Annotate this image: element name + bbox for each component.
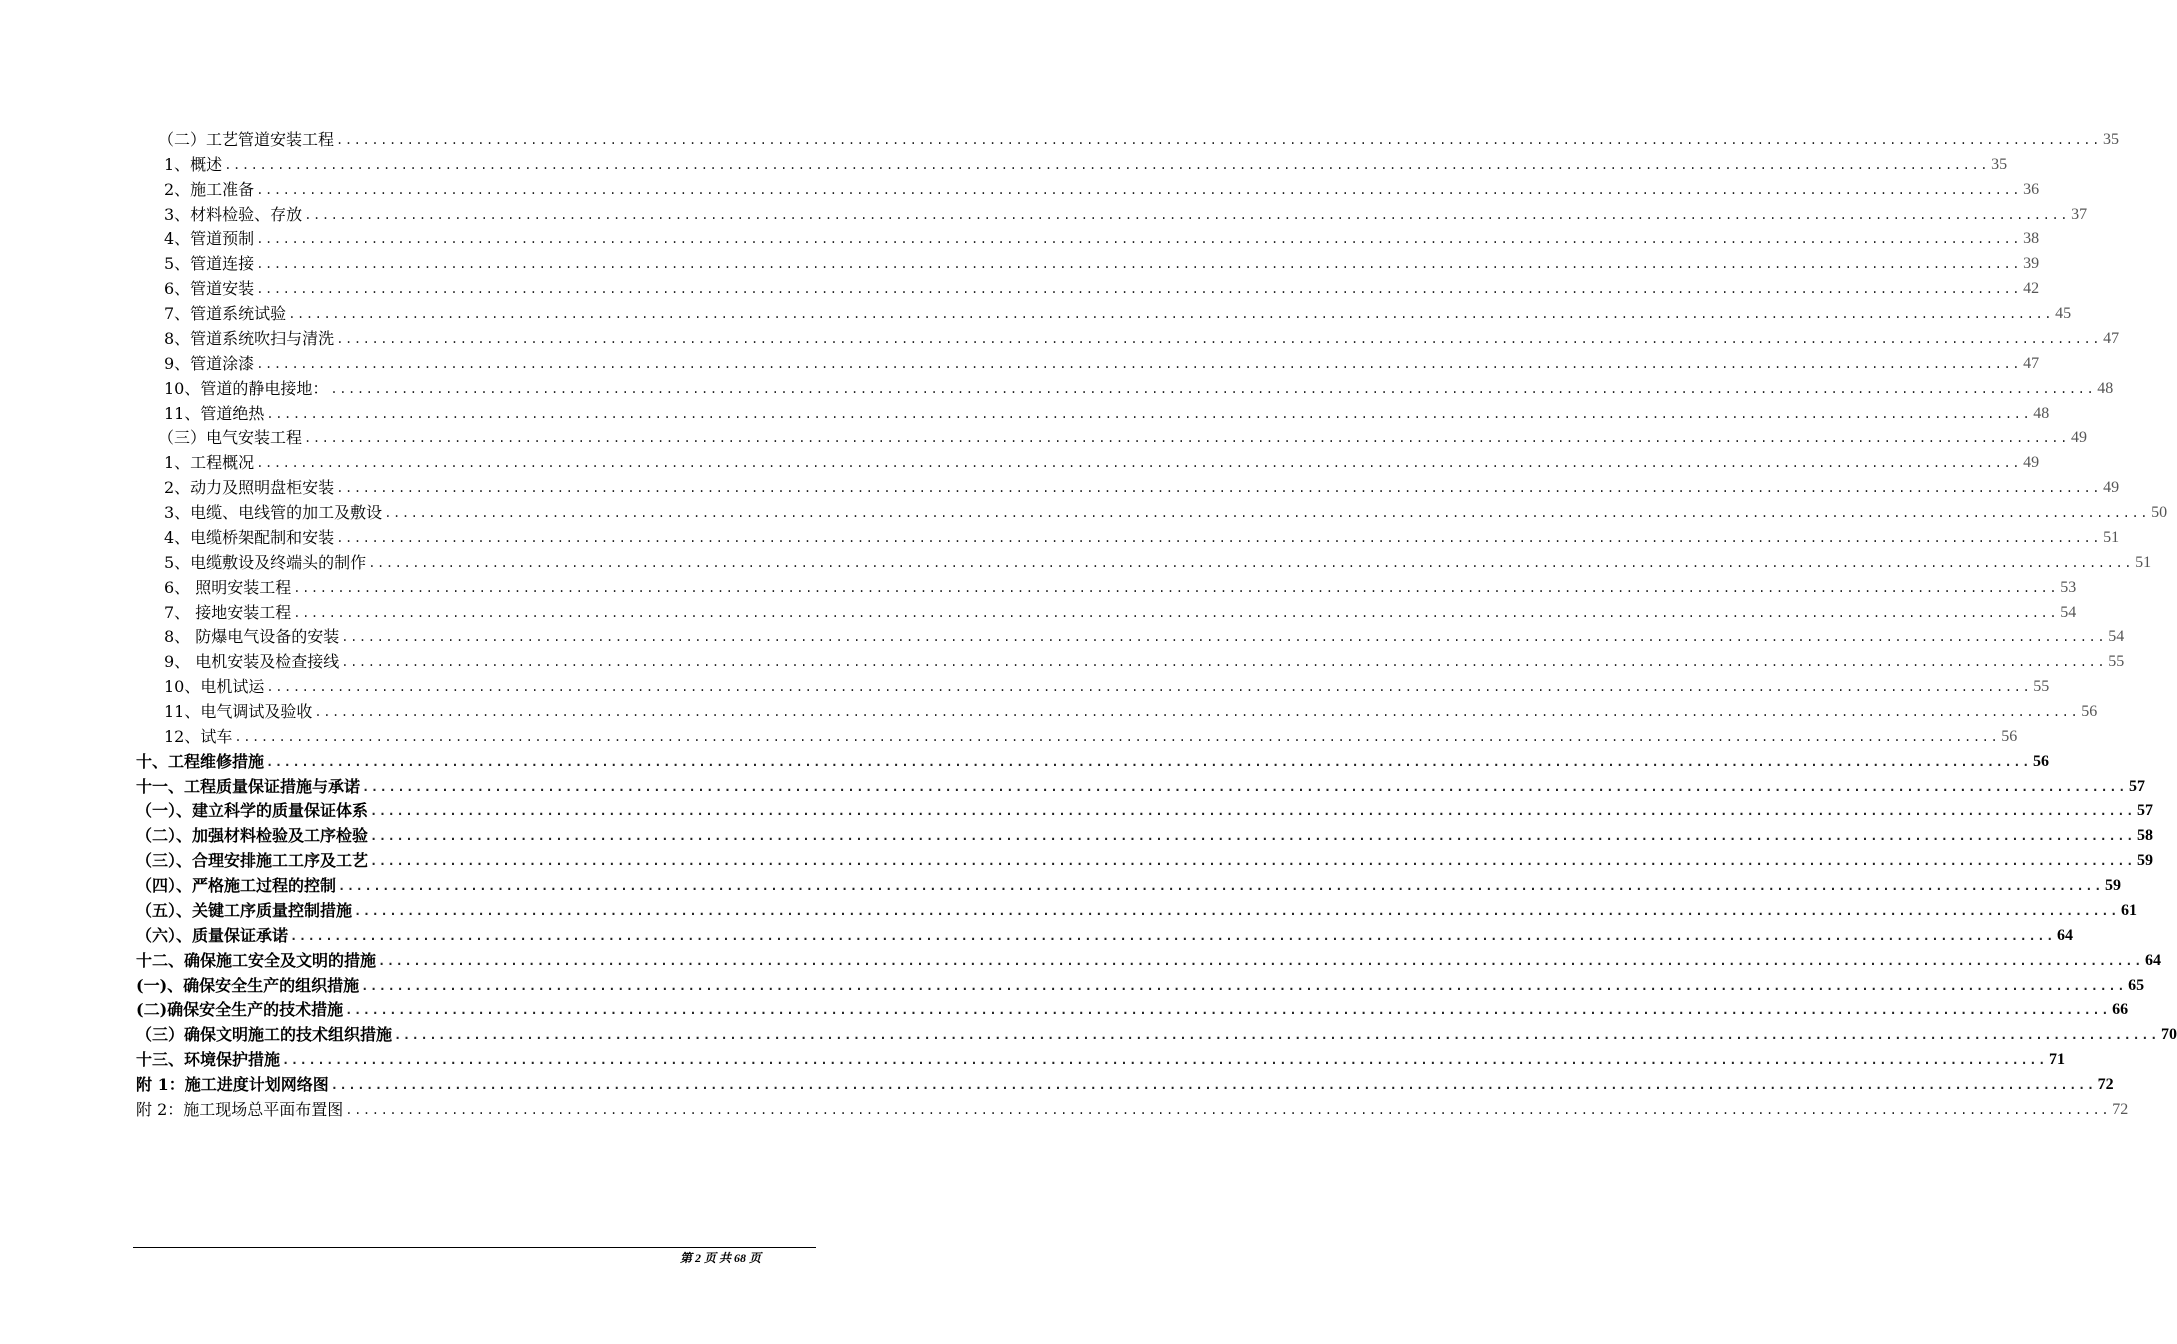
toc-entry-title: (一)、确保安全生产的组织措施	[136, 975, 360, 995]
toc-leader-dots: ........................................................................................................................................................................................................	[378, 953, 2143, 968]
toc-entry-page: 72	[2112, 1100, 2129, 1118]
toc-entry-title: 10、电机试运	[164, 677, 265, 697]
toc-entry[interactable]	[164, 249, 2040, 274]
toc-entry[interactable]	[164, 150, 2008, 175]
toc-entry-title: （二）工艺管道安装工程	[158, 130, 335, 149]
toc-entry[interactable]	[136, 995, 2129, 1020]
toc-entry[interactable]	[164, 573, 2077, 598]
toc-entry-title: 10、管道的静电接地：	[164, 378, 329, 398]
toc-leader-dots: ........................................................................................................................................................................................................	[288, 307, 2054, 322]
toc-entry[interactable]	[164, 175, 2040, 200]
toc-entry[interactable]	[136, 1020, 2177, 1045]
toc-entry-page: 56	[2001, 727, 2018, 745]
toc-entry-page: 49	[2070, 429, 2087, 447]
toc-entry-page: 35	[1991, 155, 2008, 173]
toc-entry-page: 47	[2023, 354, 2040, 372]
toc-entry-page: 59	[2104, 877, 2121, 895]
toc-entry-page: 35	[2102, 131, 2119, 148]
toc-entry-title: 11、管道绝热	[164, 403, 265, 423]
toc-leader-dots: ........................................................................................................................................................................................................	[330, 381, 2096, 396]
toc-entry-title: 附 2：施工现场总平面布置图	[136, 1099, 344, 1119]
toc-entry-page: 58	[2136, 827, 2153, 845]
toc-entry-title: （五）、关键工序质量控制措施	[136, 900, 353, 920]
toc-entry[interactable]	[136, 896, 2137, 921]
toc-entry[interactable]	[136, 1045, 2065, 1070]
toc-entry-page: 71	[2048, 1051, 2065, 1069]
toc-entry[interactable]	[136, 846, 2153, 871]
toc-leader-dots: ........................................................................................................................................................................................................	[336, 481, 2102, 496]
toc-leader-dots: ........................................................................................................................................................................................................	[256, 257, 2022, 272]
toc-leader-dots: ........................................................................................................................................................................................................	[256, 282, 2022, 297]
toc-leader-dots: ........................................................................................................................................................................................................	[341, 655, 2107, 670]
toc-entry-title: 十一、工程质量保证措施与承诺	[136, 776, 361, 796]
toc-entry-page: 59	[2136, 852, 2153, 870]
toc-entry-title: 6、 照明安装工程	[164, 577, 292, 597]
toc-entry[interactable]	[164, 374, 2114, 399]
toc-entry-title: （四）、严格施工过程的控制	[136, 876, 337, 896]
toc-leader-dots: ........................................................................................................................................................................................................	[266, 680, 2032, 695]
toc-entry-title: 十、工程维修措施	[136, 751, 265, 771]
toc-leader-dots: ........................................................................................................................................................................................................	[293, 580, 2059, 595]
toc-entry[interactable]	[164, 200, 2088, 225]
toc-leader-dots: ........................................................................................................................................................................................................	[290, 928, 2055, 943]
toc-entry-title: 12、试车	[164, 726, 233, 746]
toc-leader-dots: ........................................................................................................................................................................................................	[370, 829, 2135, 844]
toc-entry-page: 47	[2103, 329, 2120, 347]
toc-entry[interactable]	[158, 423, 2087, 448]
toc-entry-page: 42	[2023, 280, 2040, 298]
toc-entry-title: 十二、确保施工安全及文明的措施	[136, 950, 377, 970]
toc-entry-page: 48	[2097, 379, 2114, 397]
toc-leader-dots: ........................................................................................................................................................................................................	[304, 207, 2070, 222]
toc-entry[interactable]	[164, 274, 2040, 299]
toc-leader-dots: ........................................................................................................................................................................................................	[384, 506, 2150, 521]
toc-entry-page: 64	[2144, 951, 2161, 969]
toc-leader-dots: ........................................................................................................................................................................................................	[361, 978, 2127, 993]
toc-entry-page: 51	[2135, 553, 2152, 571]
toc-entry[interactable]	[136, 772, 2145, 797]
toc-entry-page: 54	[2060, 603, 2077, 621]
toc-entry-page: 66	[2112, 1001, 2129, 1019]
toc-entry[interactable]	[136, 747, 2049, 772]
toc-entry-title: 9、管道涂漆	[164, 353, 255, 373]
toc-entry-title: 4、管道预制	[164, 229, 255, 249]
toc-leader-dots: ........................................................................................................................................................................................................	[282, 1053, 2047, 1068]
toc-entry[interactable]	[164, 224, 2040, 249]
toc-entry-title: 十三、环境保护措施	[136, 1050, 281, 1070]
toc-entry[interactable]	[164, 697, 2098, 722]
toc-entry-title: 附 1：施工进度计划网络图	[136, 1075, 329, 1095]
toc-entry-title: (二)确保安全生产的技术措施	[136, 1000, 344, 1020]
toc-leader-dots: ........................................................................................................................................................................................................	[336, 530, 2102, 545]
toc-entry-page: 49	[2023, 454, 2040, 472]
toc-leader-dots: ........................................................................................................................................................................................................	[266, 406, 2032, 421]
toc-entry-page: 55	[2108, 653, 2125, 671]
toc-entry-page: 45	[2055, 305, 2072, 323]
toc-entry[interactable]	[136, 1095, 2129, 1120]
toc-entry-title: 9、 电机安装及检查接线	[164, 652, 340, 672]
toc-leader-dots: ........................................................................................................................................................................................................	[266, 754, 2031, 769]
toc-entry-page: 38	[2023, 230, 2040, 248]
toc-entry-page: 51	[2103, 528, 2120, 546]
toc-entry[interactable]	[164, 324, 2120, 349]
toc-leader-dots: ........................................................................................................................................................................................................	[341, 630, 2107, 645]
toc-entry-title: （三）确保文明施工的技术组织措施	[136, 1025, 393, 1045]
toc-entry[interactable]	[136, 871, 2121, 896]
toc-entry-title: 7、管道系统试验	[164, 304, 287, 324]
toc-leader-dots: ........................................................................................................................................................................................................	[256, 232, 2022, 247]
toc-leader-dots: ........................................................................................................................................................................................................	[330, 1078, 2096, 1093]
toc-entry[interactable]	[164, 672, 2050, 697]
toc-leader-dots: ........................................................................................................................................................................................................	[336, 133, 2101, 147]
toc-entry-title: （二）、加强材料检验及工序检验	[136, 826, 369, 846]
toc-entry-page: 64	[2056, 926, 2073, 944]
toc-entry[interactable]	[164, 523, 2120, 548]
toc-leader-dots: ........................................................................................................................................................................................................	[314, 705, 2080, 719]
toc-leader-dots: ........................................................................................................................................................................................................	[256, 456, 2022, 471]
toc-entry-page: 55	[2033, 678, 2050, 696]
toc-leader-dots: ........................................................................................................................................................................................................	[394, 1028, 2159, 1043]
toc-leader-dots: ........................................................................................................................................................................................................	[345, 1003, 2111, 1018]
toc-entry[interactable]	[164, 349, 2040, 374]
toc-leader-dots: ........................................................................................................................................................................................................	[234, 729, 2000, 744]
toc-entry[interactable]	[136, 796, 2153, 821]
toc-leader-dots: ........................................................................................................................................................................................................	[256, 182, 2022, 197]
toc-entry-title: 5、电缆敷设及终端头的制作	[164, 552, 367, 572]
toc-entry-title: 7、 接地安装工程	[164, 602, 292, 622]
toc-entry-page: 36	[2023, 180, 2040, 198]
toc-entry-title: （一）、建立科学的质量保证体系	[136, 801, 369, 821]
toc-leader-dots: ........................................................................................................................................................................................................	[362, 779, 2127, 794]
toc-entry-title: 2、动力及照明盘柜安装	[164, 478, 335, 498]
toc-entry-title: 3、材料检验、存放	[164, 204, 303, 224]
toc-leader-dots: ........................................................................................................................................................................................................	[256, 356, 2022, 371]
toc-entry[interactable]	[136, 1070, 2114, 1095]
toc-entry[interactable]	[164, 548, 2152, 573]
toc-leader-dots: ........................................................................................................................................................................................................	[354, 903, 2119, 918]
toc-entry-page: 39	[2023, 255, 2040, 273]
toc-entry-page: 72	[2097, 1076, 2114, 1094]
toc-entry[interactable]	[164, 473, 2120, 498]
toc-entry-page: 57	[2136, 802, 2153, 820]
toc-entry-page: 37	[2071, 205, 2088, 223]
toc-entry[interactable]	[136, 971, 2145, 996]
toc-entry-page: 49	[2103, 479, 2120, 497]
toc-entry-page: 65	[2128, 976, 2145, 994]
toc-leader-dots: ........................................................................................................................................................................................................	[304, 431, 2069, 446]
toc-entry[interactable]	[164, 622, 2125, 647]
toc-entry-title: 11、电气调试及验收	[164, 702, 313, 721]
toc-leader-dots: ........................................................................................................................................................................................................	[224, 157, 1990, 172]
toc-leader-dots: ........................................................................................................................................................................................................	[370, 804, 2135, 819]
toc-leader-dots: ........................................................................................................................................................................................................	[336, 331, 2102, 346]
toc-entry[interactable]	[164, 598, 2077, 623]
toc-entry-title: 8、 防爆电气设备的安装	[164, 627, 340, 647]
toc-entry-page: 57	[2128, 777, 2145, 795]
toc-entry-page: 54	[2108, 628, 2125, 646]
toc-leader-dots: ........................................................................................................................................................................................................	[338, 879, 2103, 894]
page-footer: 第 2 页 共 68 页	[680, 1251, 762, 1265]
toc-entry[interactable]	[136, 821, 2153, 846]
toc-entry-title: 1、工程概况	[164, 453, 255, 473]
toc-entry[interactable]	[164, 722, 2018, 747]
toc-entry-page: 50	[2151, 504, 2168, 522]
toc-entry[interactable]	[136, 946, 2161, 971]
toc-entry[interactable]	[164, 498, 2168, 523]
toc-entry-title: 2、施工准备	[164, 179, 255, 199]
toc-entry[interactable]	[164, 647, 2125, 672]
toc-entry-title: 1、概述	[164, 154, 223, 174]
toc-entry[interactable]	[164, 448, 2040, 473]
toc-entry-page: 56	[2032, 752, 2049, 770]
toc-entry-page: 56	[2081, 703, 2098, 720]
toc-leader-dots: ........................................................................................................................................................................................................	[370, 854, 2135, 869]
toc-entry-title: （六）、质量保证承诺	[136, 925, 289, 945]
toc-entry-title: 3、电缆、电线管的加工及敷设	[164, 503, 383, 523]
toc-entry-page: 70	[2160, 1026, 2177, 1044]
toc-leader-dots: ........................................................................................................................................................................................................	[368, 555, 2134, 570]
toc-entry-page: 53	[2060, 578, 2077, 596]
toc-entry[interactable]	[164, 299, 2072, 324]
toc-entry-title: 4、电缆桥架配制和安装	[164, 527, 335, 547]
footer-divider	[133, 1247, 816, 1248]
toc-entry-page: 48	[2033, 404, 2050, 422]
toc-entry[interactable]	[136, 921, 2073, 946]
toc-entry-title: 8、管道系统吹扫与清洗	[164, 328, 335, 348]
toc-entry-title: （三）、合理安排施工工序及工艺	[136, 851, 369, 871]
toc-entry-title: 5、管道连接	[164, 254, 255, 274]
toc-leader-dots: ........................................................................................................................................................................................................	[293, 605, 2059, 620]
toc-entry[interactable]	[164, 399, 2050, 424]
toc-entry-page: 61	[2120, 901, 2137, 919]
toc-leader-dots: ........................................................................................................................................................................................................	[345, 1102, 2111, 1117]
toc-entry[interactable]	[158, 125, 2119, 150]
toc-entry-title: 6、管道安装	[164, 279, 255, 299]
toc-entry-title: （三）电气安装工程	[158, 428, 303, 448]
